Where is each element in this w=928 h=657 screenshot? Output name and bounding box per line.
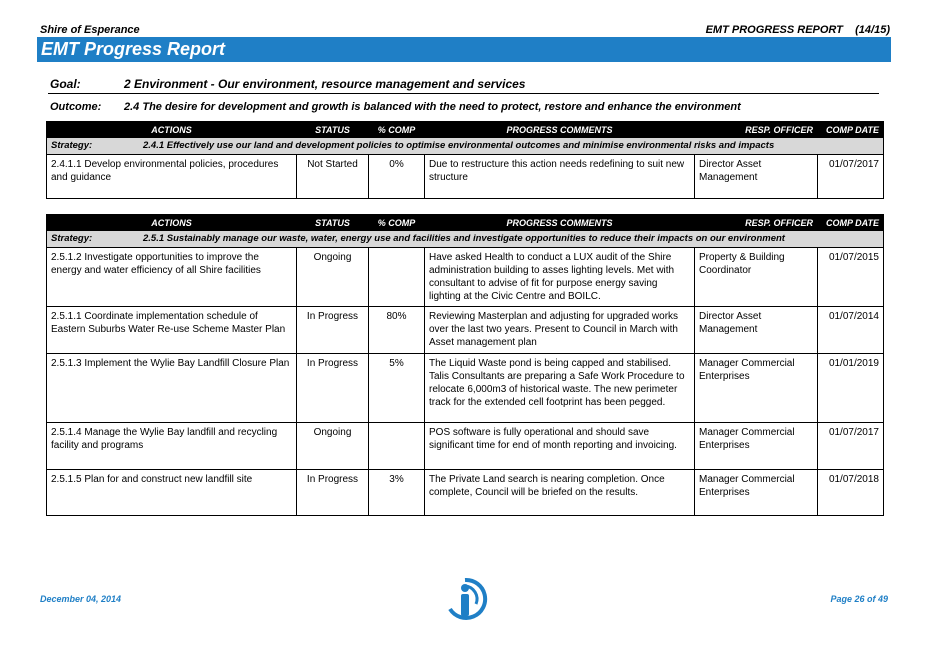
footer-date: December 04, 2014	[40, 594, 122, 604]
goal-label: Goal:	[50, 77, 81, 91]
action-cell: 2.5.1.1 Coordinate implementation schedule of Eastern Suburbs Water Re-use Scheme Master Plan	[47, 307, 297, 354]
table-header-row	[47, 215, 884, 231]
col-comp: % COMP	[369, 215, 425, 231]
officer-cell: Director Asset Management	[695, 307, 818, 354]
progress-table-2	[46, 214, 884, 516]
status-cell: In Progress	[297, 470, 369, 516]
col-status: STATUS	[297, 215, 369, 231]
col-status: STATUS	[297, 122, 369, 138]
comp-cell: 5%	[369, 354, 425, 423]
action-cell: 2.4.1.1 Develop environmental policies, procedures and guidance	[47, 155, 297, 199]
table-row	[47, 354, 884, 423]
status-cell: In Progress	[297, 307, 369, 354]
col-officer: RESP. OFFICER	[695, 215, 818, 231]
col-officer: RESP. OFFICER	[695, 122, 818, 138]
col-actions: ACTIONS	[47, 215, 297, 231]
strategy-label: Strategy:	[51, 140, 93, 151]
officer-cell: Property & Building Coordinator	[695, 248, 818, 307]
action-cell: 2.5.1.4 Manage the Wylie Bay landfill and recycling facility and programs	[47, 423, 297, 470]
table-row	[47, 248, 884, 307]
comp-cell: 3%	[369, 470, 425, 516]
shire-logo-icon	[442, 576, 488, 622]
table-row	[47, 470, 884, 516]
comp-cell: 80%	[369, 307, 425, 354]
comp-cell	[369, 248, 425, 307]
report-page-index: (14/15)	[855, 24, 890, 36]
col-actions: ACTIONS	[47, 122, 297, 138]
footer-page-number: Page 26 of 49	[830, 594, 888, 604]
col-comments: PROGRESS COMMENTS	[425, 215, 695, 231]
col-comp: % COMP	[369, 122, 425, 138]
action-cell: 2.5.1.2 Investigate opportunities to improve the energy and water efficiency of all Shire facilities	[47, 248, 297, 307]
date-cell: 01/07/2017	[818, 423, 884, 470]
comments-cell: The Liquid Waste pond is being capped and stabilised. Talis Consultants are preparing a Safe Work Procedure to relocate 6,000m3 of historical waste. The new perimeter track for the extended cell footprint has been pegged.	[425, 354, 695, 423]
goal-text: 2 Environment - Our environment, resource management and services	[124, 77, 526, 91]
table-header-row	[47, 122, 884, 138]
strategy-label: Strategy:	[51, 233, 93, 244]
report-header	[706, 24, 890, 36]
report-title: EMT PROGRESS REPORT	[705, 24, 843, 36]
date-cell: 01/07/2018	[818, 470, 884, 516]
strategy-text: 2.5.1 Sustainably manage our waste, water, energy use and facilities and investigate opportunities to reduce their impacts on our environment	[143, 233, 785, 244]
date-cell: 01/07/2017	[818, 155, 884, 199]
officer-cell: Manager Commercial Enterprises	[695, 423, 818, 470]
officer-cell: Manager Commercial Enterprises	[695, 354, 818, 423]
officer-cell: Director Asset Management	[695, 155, 818, 199]
comments-cell: Reviewing Masterplan and adjusting for upgraded works over the last two years. Present to Council in March with Asset management plan	[425, 307, 695, 354]
comp-cell	[369, 423, 425, 470]
strategy-text: 2.4.1 Effectively use our land and development policies to optimise environmental outcomes and minimise environmental risks and impacts	[143, 140, 775, 151]
date-cell: 01/07/2015	[818, 248, 884, 307]
status-cell: Not Started	[297, 155, 369, 199]
strategy-row	[47, 138, 884, 155]
comments-cell: Due to restructure this action needs redefining to suit new structure	[425, 155, 695, 199]
comp-cell: 0%	[369, 155, 425, 199]
page-title-banner: EMT Progress Report	[37, 37, 891, 62]
progress-table-1	[46, 121, 884, 199]
date-cell: 01/01/2019	[818, 354, 884, 423]
strategy-row	[47, 231, 884, 248]
outcome-text: 2.4 The desire for development and growth is balanced with the need to protect, restore and enhance the environment	[124, 101, 741, 113]
comments-cell: The Private Land search is nearing completion. Once complete, Council will be briefed on the results.	[425, 470, 695, 516]
table-row	[47, 423, 884, 470]
col-date: COMP DATE	[818, 215, 884, 231]
comments-cell: POS software is fully operational and should save significant time for end of month reporting and invoicing.	[425, 423, 695, 470]
table-row	[47, 307, 884, 354]
date-cell: 01/07/2014	[818, 307, 884, 354]
action-cell: 2.5.1.3 Implement the Wylie Bay Landfill Closure Plan	[47, 354, 297, 423]
status-cell: Ongoing	[297, 423, 369, 470]
comments-cell: Have asked Health to conduct a LUX audit of the Shire administration building to asses lighting levels. Met with consultant to advise of fit for purpose energy saving lighting at the Civic Centre and BOILC.	[425, 248, 695, 307]
status-cell: In Progress	[297, 354, 369, 423]
officer-cell: Manager Commercial Enterprises	[695, 470, 818, 516]
org-name: Shire of Esperance	[40, 24, 140, 36]
col-date: COMP DATE	[818, 122, 884, 138]
col-comments: PROGRESS COMMENTS	[425, 122, 695, 138]
action-cell: 2.5.1.5 Plan for and construct new landfill site	[47, 470, 297, 516]
outcome-label: Outcome:	[50, 101, 102, 113]
goal-divider	[48, 93, 879, 94]
status-cell: Ongoing	[297, 248, 369, 307]
table-row	[47, 155, 884, 199]
